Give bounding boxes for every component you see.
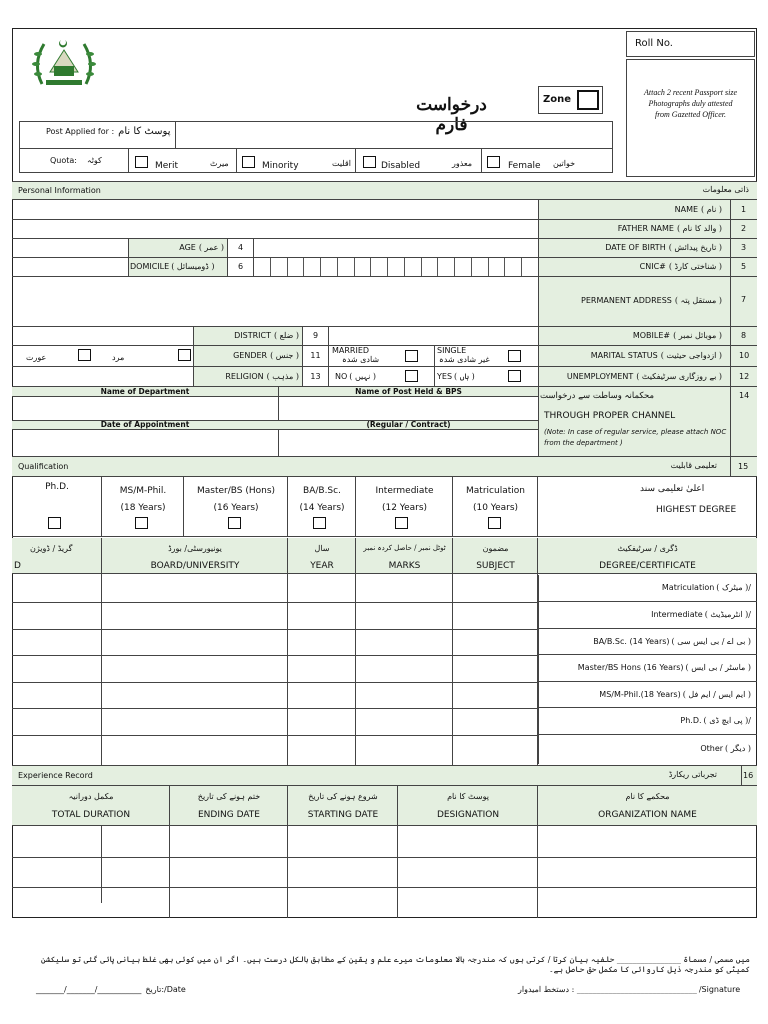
- domicile-label: DOMICILE ( ڈومیسائل ): [130, 262, 215, 271]
- quota-merit-label: Merit: [155, 161, 179, 171]
- name-input[interactable]: [14, 201, 536, 218]
- board-header: BOARD/UNIVERSITY: [150, 561, 240, 571]
- regular-contract-input[interactable]: [281, 431, 536, 455]
- post-applied-input[interactable]: [180, 124, 610, 146]
- quota-disabled-urdu: معذور: [452, 159, 473, 168]
- unemployment-yes-option: YES ( ہاں ): [437, 371, 475, 381]
- row-number: 9: [303, 327, 329, 345]
- married-checkbox[interactable]: [405, 350, 418, 362]
- single-checkbox[interactable]: [508, 350, 521, 362]
- qualification-section-title-urdu: تعلیمی قابلیت: [670, 461, 717, 470]
- personal-section-title-urdu: ذاتی معلومات: [702, 185, 749, 194]
- post-held-input[interactable]: [281, 398, 536, 418]
- highest-degree-label: HIGHEST DEGREE: [656, 505, 737, 515]
- designation-header-urdu: پوسٹ کا نام: [447, 792, 489, 801]
- highest-degree-urdu: اعلیٰ تعلیمی سند: [640, 484, 705, 494]
- form-title: درخواست فارم: [416, 95, 487, 135]
- roll-no-box[interactable]: [626, 31, 755, 57]
- quota-label: Quota: کوٹہ: [50, 156, 102, 165]
- quota-minority-label: Minority: [262, 161, 299, 171]
- post-held-header: Name of Post Held & BPS: [355, 387, 462, 397]
- degree-phd: Ph.D.: [45, 482, 69, 492]
- starting-date-header: STARTING DATE: [307, 810, 379, 820]
- cnic-label: CNIC# ( شناختی کارڈ ): [639, 262, 722, 271]
- address-input[interactable]: [14, 278, 536, 324]
- quota-female-urdu: خواتین: [553, 159, 576, 168]
- age-input[interactable]: [256, 240, 536, 256]
- father-name-input[interactable]: [14, 220, 536, 237]
- personal-section-header: [12, 181, 757, 200]
- subject-header: SUBJECT: [476, 561, 515, 571]
- department-input[interactable]: [14, 398, 276, 418]
- photo-box[interactable]: [626, 59, 755, 177]
- name-label: NAME ( نام ): [674, 204, 722, 214]
- degree-phd-checkbox[interactable]: [48, 517, 61, 529]
- age-label: AGE ( عمر ): [179, 243, 224, 252]
- row-number: 14: [739, 391, 750, 400]
- table-row: Other ( دیگر ): [538, 735, 757, 764]
- degree-intermediate-checkbox[interactable]: [395, 517, 408, 529]
- signature-field[interactable]: ______________________________ : دستخط امیدوار /Signature: [518, 985, 741, 994]
- district-input[interactable]: [14, 328, 192, 344]
- married-option: MARRIED شادی شدہ: [332, 346, 380, 364]
- post-applied-label: Post Applied for : پوسٹ کا نام: [46, 126, 171, 137]
- degree-master: Master/BS (Hons) (16 Years): [196, 486, 276, 514]
- unemployment-label: UNEMPLOYMENT ( بے روزگاری سرٹیفکیٹ ): [566, 371, 722, 381]
- father-name-label: FATHER NAME ( والد کا نام ): [617, 223, 722, 233]
- date-field[interactable]: _______/_______/___________ تاریخ:/Date: [36, 985, 186, 994]
- photo-note: Attach 2 recent Passport size Photographs duly attested from Gazetted Officer.: [643, 88, 738, 119]
- gender-label: GENDER ( جنس ): [233, 351, 299, 360]
- experience-section-header: [12, 765, 757, 786]
- organization-header-urdu: محکمے کا نام: [625, 792, 670, 801]
- mobile-input[interactable]: [331, 328, 536, 344]
- row-number: 3: [741, 243, 747, 252]
- appointment-input[interactable]: [14, 431, 276, 455]
- board-header-urdu: یونیورسٹی/ بورڈ: [168, 544, 222, 553]
- year-header: YEAR: [310, 561, 334, 571]
- degree-intermediate: Intermediate (12 Years): [375, 486, 434, 514]
- marks-header: MARKS: [388, 561, 421, 571]
- religion-input[interactable]: [14, 368, 192, 385]
- row-number: 11: [303, 346, 329, 366]
- row-number: 1: [741, 205, 747, 214]
- table-row: Matriculation /( میٹرک ): [538, 575, 757, 602]
- subject-header-urdu: مضمون: [482, 544, 509, 553]
- row-number: 6: [228, 258, 254, 276]
- row-number: 16: [741, 766, 757, 786]
- department-header: Name of Department: [100, 387, 190, 397]
- single-option: SINGLE غیر شادی شدہ: [437, 346, 490, 364]
- table-row: Intermediate /( انٹرمیڈیٹ ): [538, 602, 757, 629]
- degree-ba-checkbox[interactable]: [313, 517, 326, 529]
- zone-label: Zone: [543, 94, 572, 105]
- unemployment-no-option: NO ( نہیں ): [335, 371, 377, 381]
- degree-matric-checkbox[interactable]: [488, 517, 501, 529]
- total-duration-header-urdu: مکمل دورانیہ: [68, 792, 114, 801]
- dob-label: DATE OF BIRTH ( تاریخ پیدائش ): [605, 243, 722, 252]
- proper-channel-label: THROUGH PROPER CHANNEL: [544, 411, 676, 421]
- proper-channel-note: (Note: In case of regular service, please attach NOC from the department ): [544, 428, 727, 448]
- unemployment-no-checkbox[interactable]: [405, 370, 418, 382]
- row-number: 13: [303, 367, 329, 386]
- table-row: Ph.D. /( پی ایچ ڈی ): [538, 708, 757, 735]
- appointment-header: Date of Appointment: [100, 420, 190, 430]
- government-logo-icon: [28, 34, 100, 94]
- qualification-section-header: [12, 456, 757, 477]
- gender-female-urdu: عورت: [26, 353, 47, 362]
- zone-input[interactable]: [577, 90, 599, 110]
- experience-section-title: Experience Record: [18, 771, 93, 780]
- row-number: 4: [228, 239, 254, 257]
- religion-label: RELIGION ( مذہب ): [225, 371, 299, 381]
- degree-header-urdu: ڈگری / سرٹیفکیٹ: [617, 544, 678, 553]
- degree-mphil: MS/M-Phil. (18 Years): [119, 486, 167, 514]
- personal-section-title: Personal Information: [18, 186, 101, 195]
- degree-matric: Matriculation (10 Years): [466, 486, 525, 514]
- proper-channel-urdu: محکمانہ وساطت سے درخواست: [540, 391, 655, 401]
- cnic-digit-boxes[interactable]: [254, 258, 538, 276]
- regular-contract-header: (Regular / Contract): [366, 420, 451, 430]
- organization-header: ORGANIZATION NAME: [598, 810, 697, 820]
- table-row: MS/M-Phil.(18 Years) ( ایم ایس / ایم فل ): [538, 682, 757, 708]
- roll-no-label: Roll No.: [635, 38, 673, 49]
- table-row: Master/BS Hons (16 Years) ( ماسٹر / بی ایس ): [538, 655, 757, 682]
- gender-female-checkbox[interactable]: [78, 349, 91, 361]
- table-row: BA/B.Sc. (14 Years) ( بی اے / بی ایس سی ): [538, 629, 757, 655]
- quota-female-checkbox[interactable]: [487, 156, 500, 168]
- row-number: 10: [739, 351, 750, 360]
- unemployment-yes-checkbox[interactable]: [508, 370, 521, 382]
- row-number: 2: [741, 224, 747, 233]
- marital-status-label: MARITAL STATUS ( ازدواجی حیثیت ): [590, 351, 722, 360]
- table-row: [12, 887, 757, 888]
- row-number: 8: [741, 331, 747, 340]
- designation-header: DESIGNATION: [436, 810, 500, 820]
- degree-ba: BA/B.Sc. (14 Years): [299, 486, 345, 514]
- mobile-label: MOBILE# ( موبائل نمبر ): [632, 331, 722, 340]
- ending-date-header: ENDING DATE: [198, 810, 260, 820]
- quota-female-label: Female: [508, 161, 541, 171]
- qualification-section-title: Qualification: [18, 462, 69, 471]
- quota-merit-urdu: میرٹ: [210, 159, 229, 168]
- degree-mphil-checkbox[interactable]: [135, 517, 148, 529]
- row-number: 5: [741, 262, 747, 271]
- grade-header: D: [14, 561, 21, 571]
- quota-disabled-label: Disabled: [381, 161, 421, 171]
- grade-header-urdu: گریڈ / ڈویژن: [30, 544, 73, 553]
- row-number: 12: [739, 372, 750, 381]
- declaration-text: میں مسمی / مسماۃ ________________ حلفیہ بیان کرتا / کرتی ہوں کہ مندرجہ بالا معلومات میرے علم و یقین کے مطابق بالکل درست ہیں۔ اگر ان میں کوئی بھی غلط بیانی پائی گئی تو سلیکشن کمیٹی کو مندرجہ ذیل کاروائی کا مکمل حق حاصل ہے۔: [41, 955, 750, 975]
- row-number: 7: [741, 295, 747, 304]
- table-row: [12, 857, 757, 858]
- year-header-urdu: سال: [314, 544, 330, 553]
- ending-date-header-urdu: ختم ہونے کی تاریخ: [197, 792, 261, 801]
- experience-section-title-urdu: تجرباتی ریکارڈ: [668, 770, 717, 779]
- gender-male-urdu: مرد: [112, 353, 125, 362]
- degree-master-checkbox[interactable]: [228, 517, 241, 529]
- zone-box: [538, 86, 603, 114]
- district-label: DISTRICT ( ضلع ): [234, 331, 299, 340]
- gender-male-checkbox[interactable]: [178, 349, 191, 361]
- address-label: PERMANENT ADDRESS ( مستقل پتہ ): [581, 296, 722, 305]
- total-duration-header: TOTAL DURATION: [51, 810, 131, 820]
- row-number: 15: [730, 457, 757, 477]
- starting-date-header-urdu: شروع ہونے کی تاریخ: [308, 792, 378, 801]
- quota-minority-urdu: اقلیت: [332, 159, 351, 168]
- degree-header: DEGREE/CERTIFICATE: [599, 561, 696, 571]
- marks-header-urdu: ٹوٹل نمبر / حاصل کردہ نمبر: [363, 544, 446, 552]
